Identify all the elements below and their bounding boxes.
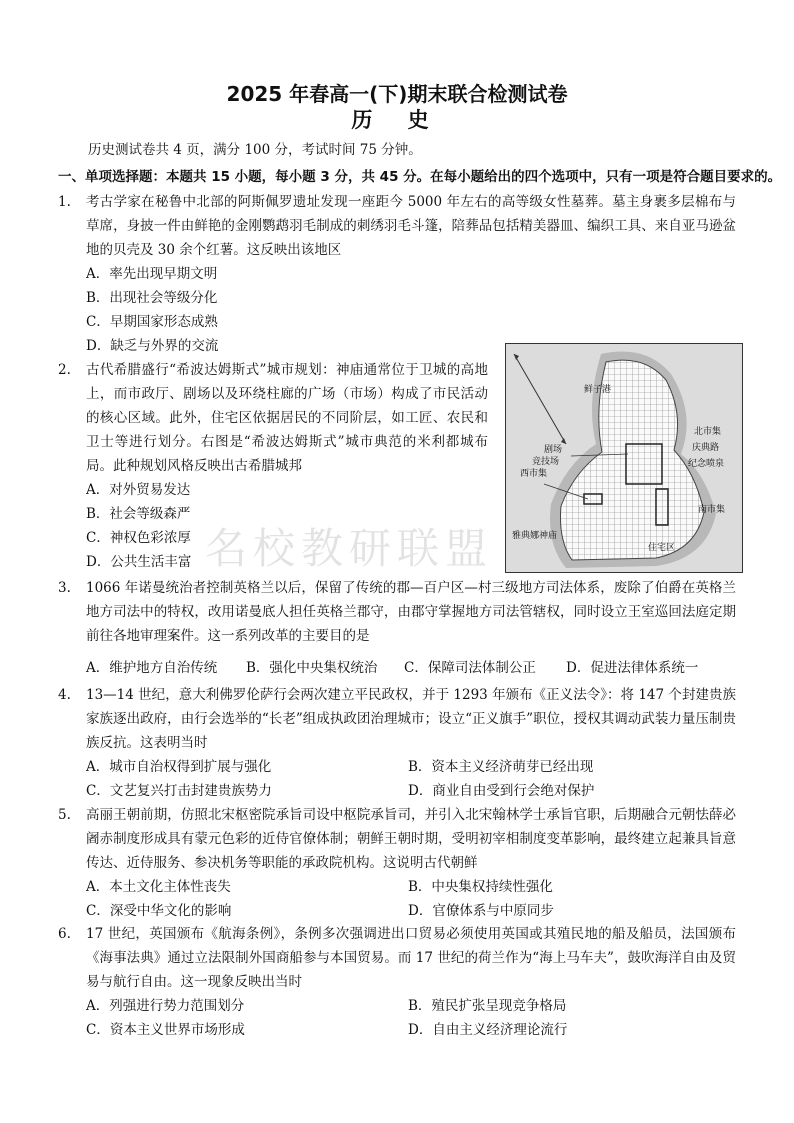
option-c[interactable]: C．早期国家形态成熟 [86, 314, 218, 330]
question-number: 1. [58, 194, 71, 210]
section-heading: 一、单项选择题：本题共 15 小题，每小题 3 分，共 45 分。在每小题给出的四个选项中，只有一项是符合题目要求的。 [58, 169, 782, 185]
map-label-theatre: 剧场 [544, 445, 563, 455]
map-label-temple: 雅典娜神庙 [512, 531, 558, 541]
question-6 [58, 922, 738, 1002]
map-label-ceremonial-road: 庆典路 [692, 443, 720, 453]
question-number: 6. [58, 926, 71, 942]
option-c[interactable]: C．保障司法体制公正 [404, 660, 536, 676]
option-a[interactable]: A．本土文化主体性丧失 [86, 879, 231, 895]
question-2 [58, 358, 498, 488]
miletus-city-map [505, 343, 743, 573]
watermark: 名校教研联盟 [205, 524, 494, 573]
map-label-memorial-fountain: 纪念喷泉 [688, 459, 725, 469]
option-d[interactable]: D．公共生活丰富 [86, 554, 192, 570]
question-number: 3. [58, 580, 71, 596]
exam-title: 2025 年春高一(下)期末联合检测试卷 [226, 82, 568, 106]
option-a[interactable]: A．对外贸易发达 [86, 482, 191, 498]
question-number: 5. [58, 807, 71, 823]
question-text: 考古学家在秘鲁中北部的阿斯佩罗遗址发现一座距今 5000 年左右的高等级女性墓葬。墓主身裹多层棉布与草席，身披一件由鲜艳的金刚鹦鹉羽毛制成的刺绣羽毛斗篷，陪葬品包括精美器皿、编织工具、来自亚马逊盆地的贝壳及 30 余个红薯。这反映出该地区 [86, 194, 736, 258]
question-text: 古代希腊盛行“希波达姆斯式”城市规划：神庙通常位于卫城的高地上，而市政厅、剧场以及环绕柱廊的广场（市场）构成了市民活动的核心区域。此外，住宅区依据居民的不同阶层，如工匠、农民和卫士等进行划分。右图是“希波达姆斯式”城市典范的米利都城布局。此种规划风格反映出古希腊城邦 [86, 362, 488, 474]
question-3 [58, 576, 738, 656]
map-label-north-market: 北市集 [694, 427, 722, 437]
option-d[interactable]: D．自由主义经济理论流行 [408, 1022, 568, 1038]
option-b[interactable]: B．强化中央集权统治 [246, 660, 378, 676]
option-d[interactable]: D．官僚体系与中原同步 [408, 903, 554, 919]
option-d[interactable]: D．缺乏与外界的交流 [86, 338, 219, 354]
option-d[interactable]: D．商业自由受到行会绝对保护 [408, 783, 595, 799]
option-b[interactable]: B．中央集权持续性强化 [408, 879, 553, 895]
option-a[interactable]: A．列强进行势力范围划分 [86, 998, 245, 1014]
option-b[interactable]: B．出现社会等级分化 [86, 290, 218, 306]
option-b[interactable]: B．社会等级森严 [86, 506, 191, 522]
map-label-harbor: 鲜子港 [584, 385, 612, 395]
question-number: 4. [58, 687, 71, 703]
question-5 [58, 803, 738, 883]
map-label-south-market: 南市集 [698, 505, 726, 515]
subject-title: 历 史 [351, 108, 443, 132]
option-d[interactable]: D．促进法律体系统一 [566, 660, 699, 676]
option-a[interactable]: A．维护地方自治传统 [86, 660, 218, 676]
question-text: 13—14 世纪，意大利佛罗伦萨行会两次建立平民政权，并于 1293 年颁布《正义法令》：将 147 个封建贵族家族逐出政府，由行会选举的“长老”组成执政团治理城市；设立“正义旗手”职位，授权其调动武装力量压制贵族反抗。这表明当时 [86, 687, 736, 751]
exam-intro: 历史测试卷共 4 页，满分 100 分，考试时间 75 分钟。 [88, 142, 422, 158]
map-label-stadium: 竞技场 [532, 457, 560, 467]
question-text: 高丽王朝前期，仿照北宋枢密院承旨司设中枢院承旨司，并引入北宋翰林学士承旨官职，后期融合元朝怯薛必阇赤制度形成具有蒙元色彩的近侍官僚体制；朝鲜王朝时期，受明初宰相制度变革影响，最终建立起兼具旨意传达、近侍服务、参决机务等职能的承政院机构。这说明古代朝鲜 [86, 807, 736, 871]
option-b[interactable]: B．殖民扩张呈现竞争格局 [408, 998, 567, 1014]
option-c[interactable]: C．深受中华文化的影响 [86, 903, 232, 919]
option-c[interactable]: C．资本主义世界市场形成 [86, 1022, 245, 1038]
question-number: 2. [58, 362, 71, 378]
option-b[interactable]: B．资本主义经济萌芽已经出现 [408, 759, 594, 775]
option-c[interactable]: C．神权色彩浓厚 [86, 530, 191, 546]
question-4 [58, 683, 738, 763]
map-label-west-market: 西市集 [520, 469, 548, 479]
map-label-residential: 住宅区 [648, 543, 676, 553]
option-c[interactable]: C．文艺复兴打击封建贵族势力 [86, 783, 272, 799]
option-a[interactable]: A．率先出现早期文明 [86, 266, 218, 282]
question-text: 17 世纪，英国颁布《航海条例》，条例多次强调进出口贸易必须使用英国或其殖民地的船及船员，法国颁布《海事法典》通过立法限制外国商船参与本国贸易。而 17 世纪的荷兰作为“海上马车夫”，鼓吹海洋自由及贸易与航行自由。这一现象反映出当时 [86, 926, 736, 990]
question-text: 1066 年诺曼统治者控制英格兰以后，保留了传统的郡—百户区—村三级地方司法体系，废除了伯爵在英格兰地方司法中的特权，改用诺曼底人担任英格兰郡守，由郡守掌握地方司法管辖权，同时设立王室巡回法庭定期前往各地审理案件。这一系列改革的主要目的是 [86, 580, 736, 644]
option-a[interactable]: A．城市自治权得到扩展与强化 [86, 759, 272, 775]
